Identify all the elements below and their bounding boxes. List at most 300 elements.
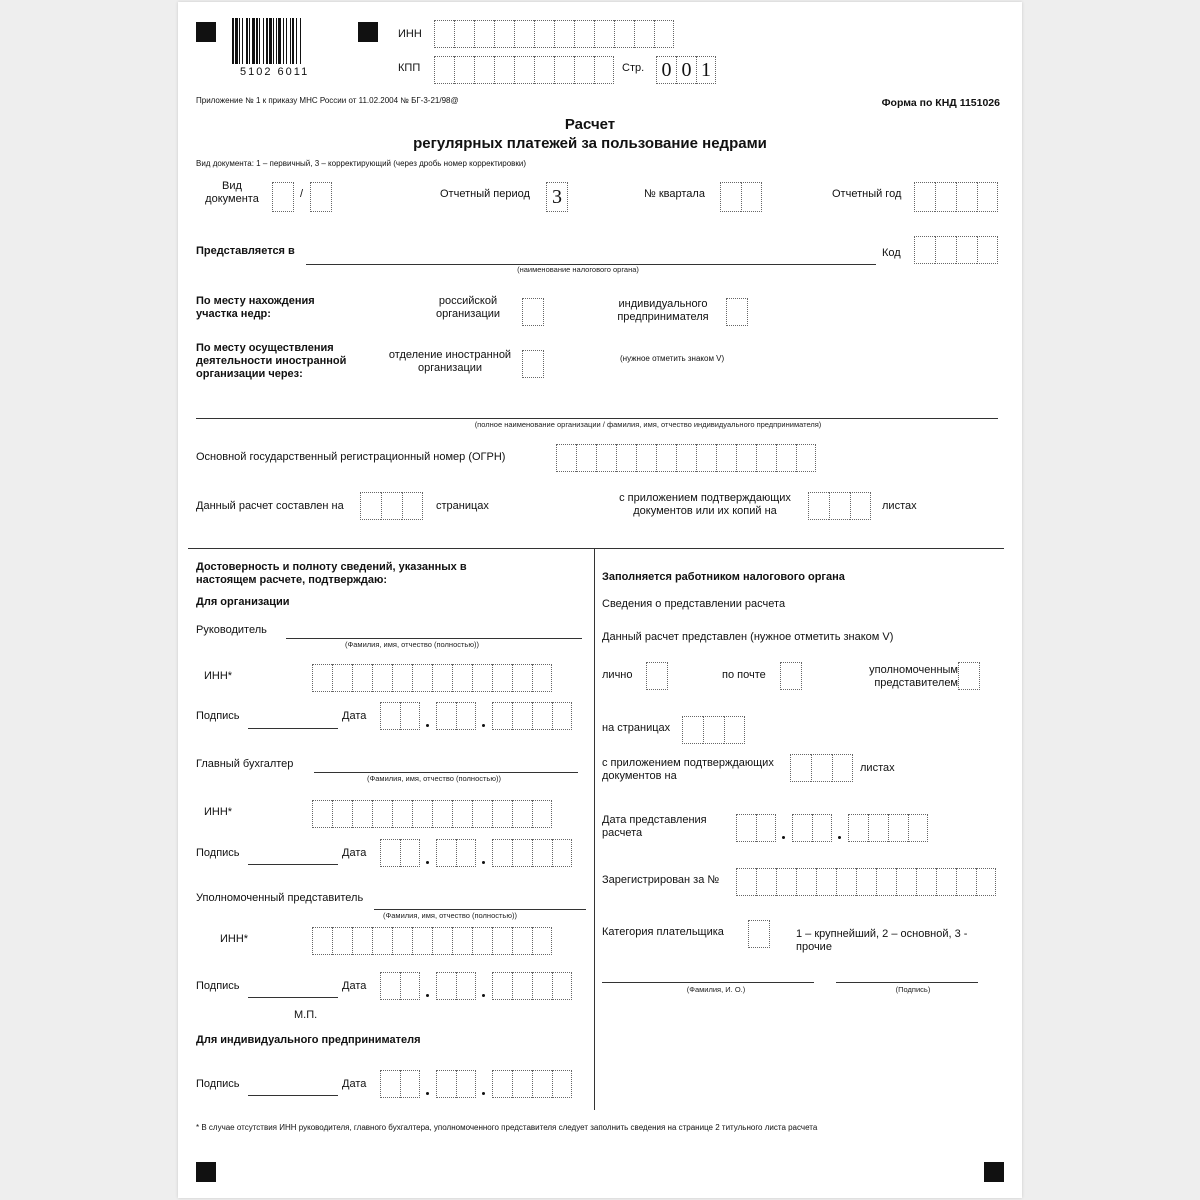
barcode-bar (286, 18, 287, 64)
input-cell[interactable] (514, 20, 534, 48)
payer-category-label: Категория плательщика (602, 926, 724, 938)
correction-number-cell[interactable] (310, 182, 332, 212)
for-entrepreneur-heading: Для индивидуального предпринимателя (196, 1034, 421, 1046)
in-person-label: лично (602, 669, 633, 681)
footnote: * В случае отсутствия ИНН руководителя, главного бухгалтера, уполномоченного представителя следует заполнить сведения на странице 2 титульного листа расчета (196, 1123, 818, 1132)
input-cell[interactable] (392, 927, 412, 955)
submitted-to-label: Представляется в (196, 245, 295, 257)
attachments-label: с приложением подтверждающих документов или их копий на (619, 492, 791, 517)
input-cell[interactable] (456, 972, 476, 1000)
date-separator (838, 836, 841, 839)
input-cell[interactable] (474, 20, 494, 48)
date-separator (782, 836, 785, 839)
head-inn-label: ИНН* (204, 670, 233, 682)
input-cell[interactable] (634, 20, 654, 48)
barcode-image (230, 18, 344, 66)
barcode-bar (273, 18, 274, 64)
input-cell[interactable] (796, 868, 816, 896)
date-separator (426, 724, 429, 727)
input-cell[interactable] (332, 927, 352, 955)
input-cell[interactable] (848, 814, 868, 842)
input-cell[interactable] (908, 814, 928, 842)
barcode-bar (256, 18, 258, 64)
received-attachments-cells[interactable] (790, 754, 853, 782)
input-cell[interactable] (452, 800, 472, 828)
input-cell[interactable] (400, 702, 420, 730)
input-cell[interactable] (916, 868, 936, 896)
input-cell[interactable] (402, 492, 423, 520)
russian-org-label: российской организации (435, 295, 501, 320)
input-cell[interactable] (935, 236, 956, 264)
representative-signature-line[interactable] (248, 997, 338, 998)
year-cells[interactable] (848, 814, 928, 842)
input-cell[interactable] (436, 702, 456, 730)
input-cell[interactable] (856, 868, 876, 896)
russian-org-checkbox[interactable] (522, 298, 544, 326)
barcode-bar (266, 18, 268, 64)
input-cell[interactable] (456, 702, 476, 730)
input-cell[interactable] (474, 56, 494, 84)
input-cell[interactable] (400, 839, 420, 867)
input-cell[interactable] (436, 972, 456, 1000)
input-cell[interactable] (808, 492, 829, 520)
input-cell[interactable] (381, 492, 402, 520)
day-cells[interactable] (736, 814, 776, 842)
input-cell[interactable]: 3 (546, 182, 568, 212)
input-cell[interactable] (456, 839, 476, 867)
barcode-bar (296, 18, 297, 64)
sheets-suffix: листах (882, 500, 917, 512)
pages-suffix: страницах (436, 500, 489, 512)
input-cell[interactable] (636, 444, 656, 472)
barcode-bar (263, 18, 264, 64)
representative-inn-cells[interactable] (312, 927, 552, 955)
input-cell[interactable] (736, 814, 756, 842)
input-cell[interactable] (432, 927, 452, 955)
input-cell[interactable] (412, 664, 432, 692)
input-cell[interactable] (832, 754, 853, 782)
year-cells[interactable] (492, 972, 572, 1000)
input-cell[interactable] (976, 868, 996, 896)
received-attachments-label: с приложением подтверждающих документов на (602, 757, 774, 782)
input-cell[interactable] (532, 839, 552, 867)
month-cells[interactable] (436, 1070, 476, 1098)
input-cell[interactable]: 1 (696, 56, 716, 84)
entrepreneur-checkbox[interactable] (726, 298, 748, 326)
input-cell[interactable] (646, 662, 668, 690)
input-cell[interactable] (372, 927, 392, 955)
input-cell[interactable] (703, 716, 724, 744)
input-cell[interactable] (512, 972, 532, 1000)
doc-type-cell[interactable] (272, 182, 294, 212)
input-cell[interactable] (792, 814, 812, 842)
input-cell[interactable] (534, 20, 554, 48)
input-cell[interactable] (850, 492, 871, 520)
representative-signature-label: Подпись (196, 980, 240, 992)
input-cell[interactable] (936, 868, 956, 896)
payer-category-note: 1 – крупнейший, 2 – основной, 3 - прочие (796, 928, 968, 953)
input-cell[interactable] (434, 56, 454, 84)
input-cell[interactable] (452, 664, 472, 692)
registration-marker (196, 22, 216, 42)
input-cell[interactable] (656, 444, 676, 472)
input-cell[interactable] (352, 800, 372, 828)
code-label: Код (882, 247, 901, 259)
input-cell[interactable] (522, 350, 544, 378)
officer-name-line[interactable] (602, 982, 814, 983)
quarter-cells[interactable] (720, 182, 762, 212)
input-cell[interactable] (454, 20, 474, 48)
input-cell[interactable] (741, 182, 762, 212)
input-cell[interactable] (796, 444, 816, 472)
input-cell[interactable] (312, 800, 332, 828)
tax-authority-code-cells[interactable] (914, 236, 998, 264)
by-mail-checkbox[interactable] (780, 662, 802, 690)
input-cell[interactable] (977, 236, 998, 264)
mark-note: (нужное отметить знаком V) (620, 354, 725, 363)
input-cell[interactable] (492, 1070, 512, 1098)
input-cell[interactable] (935, 182, 956, 212)
input-cell[interactable] (380, 972, 400, 1000)
date-separator (426, 1092, 429, 1095)
date-separator (482, 994, 485, 997)
input-cell[interactable] (956, 868, 976, 896)
input-cell[interactable] (472, 664, 492, 692)
input-cell[interactable] (472, 800, 492, 828)
page-number-cells[interactable] (656, 56, 716, 84)
registration-marker (196, 1162, 216, 1182)
input-cell[interactable] (512, 839, 532, 867)
input-cell[interactable] (312, 664, 332, 692)
by-representative-checkbox[interactable] (958, 662, 980, 690)
input-cell[interactable] (676, 444, 696, 472)
input-cell[interactable] (956, 236, 977, 264)
chief-accountant-signature-line[interactable] (248, 864, 338, 865)
month-cells[interactable] (436, 972, 476, 1000)
input-cell[interactable] (492, 972, 512, 1000)
submit-date-label: Дата представления расчета (602, 814, 707, 839)
input-cell[interactable] (736, 868, 756, 896)
input-cell[interactable] (452, 927, 472, 955)
input-cell[interactable] (596, 444, 616, 472)
org-name-caption: (полное наименование организации / фамилия, имя, отчество индивидуального предпринимателя) (474, 420, 822, 429)
attachments-cells[interactable] (808, 492, 871, 520)
input-cell[interactable] (552, 839, 572, 867)
input-cell[interactable] (512, 1070, 532, 1098)
input-cell[interactable] (576, 444, 596, 472)
barcode-bar (249, 18, 250, 64)
year-cells[interactable] (492, 702, 572, 730)
by-mail-label: по почте (722, 669, 766, 681)
input-cell[interactable] (654, 20, 674, 48)
input-cell[interactable] (756, 444, 776, 472)
input-cell[interactable] (888, 814, 908, 842)
year-cells[interactable] (914, 182, 998, 212)
branch-checkbox[interactable] (522, 350, 544, 378)
input-cell[interactable] (896, 868, 916, 896)
for-org-heading: Для организации (196, 596, 290, 608)
input-cell[interactable] (310, 182, 332, 212)
chief-accountant-fio-caption: (Фамилия, имя, отчество (полностью)) (367, 774, 501, 783)
input-cell[interactable] (868, 814, 888, 842)
doc-type-note: Вид документа: 1 – первичный, 3 – корректирующий (через дробь номер корректировки) (196, 159, 527, 168)
input-cell[interactable] (829, 492, 850, 520)
entrepreneur-signature-label: Подпись (196, 1078, 240, 1090)
input-cell[interactable] (532, 800, 552, 828)
kpp-cells[interactable] (434, 56, 614, 84)
registration-marker (358, 22, 378, 42)
form-code: Форма по КНД 1151026 (881, 97, 1000, 109)
by-representative-label: уполномоченным представителем (869, 664, 958, 689)
input-cell[interactable] (412, 927, 432, 955)
input-cell[interactable] (736, 444, 756, 472)
foreign-org-label: По месту осуществления деятельности иностранной организации через: (196, 342, 347, 380)
pages-cells[interactable] (360, 492, 423, 520)
day-cells[interactable] (380, 972, 420, 1000)
input-cell[interactable] (454, 56, 474, 84)
input-cell[interactable] (400, 972, 420, 1000)
input-cell[interactable] (534, 56, 554, 84)
input-cell[interactable] (472, 927, 492, 955)
head-name-line[interactable] (286, 638, 582, 639)
representative-label: Уполномоченный представитель (196, 892, 364, 904)
section-divider (188, 548, 1004, 549)
input-cell[interactable] (522, 298, 544, 326)
input-cell[interactable] (552, 1070, 572, 1098)
input-cell[interactable] (812, 814, 832, 842)
pages-label: Данный расчет составлен на (196, 500, 344, 512)
input-cell[interactable] (748, 920, 770, 948)
input-cell[interactable] (552, 702, 572, 730)
input-cell[interactable] (914, 182, 935, 212)
input-cell[interactable] (512, 702, 532, 730)
input-cell[interactable] (811, 754, 832, 782)
day-cells[interactable] (380, 1070, 420, 1098)
period-cell[interactable] (546, 182, 568, 212)
input-cell[interactable] (372, 800, 392, 828)
input-cell[interactable] (380, 1070, 400, 1098)
input-cell[interactable] (532, 1070, 552, 1098)
in-person-checkbox[interactable] (646, 662, 668, 690)
input-cell[interactable] (532, 927, 552, 955)
input-cell[interactable] (614, 20, 634, 48)
input-cell[interactable] (574, 20, 594, 48)
input-cell[interactable] (594, 20, 614, 48)
input-cell[interactable] (616, 444, 636, 472)
input-cell[interactable] (380, 839, 400, 867)
input-cell[interactable] (360, 492, 381, 520)
day-cells[interactable] (380, 839, 420, 867)
officer-fio-caption: (Фамилия, И. О.) (686, 985, 746, 994)
head-date-label: Дата (342, 710, 367, 722)
representative-fio-caption: (Фамилия, имя, отчество (полностью)) (383, 911, 517, 920)
barcode-bar (300, 18, 301, 64)
doc-type-label: Вид документа (205, 180, 259, 205)
input-cell[interactable] (594, 56, 614, 84)
input-cell[interactable] (352, 927, 372, 955)
year-cells[interactable] (492, 1070, 572, 1098)
barcode-bar (283, 18, 284, 64)
input-cell[interactable] (958, 662, 980, 690)
date-separator (482, 1092, 485, 1095)
input-cell[interactable] (512, 664, 532, 692)
input-cell[interactable]: 0 (656, 56, 676, 84)
month-cells[interactable] (436, 839, 476, 867)
registration-number-cells[interactable] (736, 868, 996, 896)
submission-info-label: Сведения о представлении расчета (602, 598, 786, 610)
year-label: Отчетный год (832, 188, 902, 200)
input-cell[interactable] (432, 664, 452, 692)
barcode-bar (246, 18, 248, 64)
barcode-bar (242, 18, 243, 64)
input-cell[interactable] (724, 716, 745, 744)
barcode-bar (235, 18, 238, 64)
received-sheets-label: листах (860, 762, 895, 774)
tax-officer-heading: Заполняется работником налогового органа (602, 571, 845, 583)
month-cells[interactable] (436, 702, 476, 730)
input-cell[interactable] (456, 1070, 476, 1098)
input-cell[interactable] (532, 702, 552, 730)
form-title: Расчет (564, 116, 616, 133)
input-cell[interactable] (682, 716, 703, 744)
input-cell[interactable] (532, 664, 552, 692)
chief-accountant-inn-cells[interactable] (312, 800, 552, 828)
form-page (178, 2, 1022, 1198)
input-cell[interactable] (790, 754, 811, 782)
input-cell[interactable] (492, 927, 512, 955)
representative-inn-label: ИНН* (220, 933, 249, 945)
input-cell[interactable] (436, 1070, 456, 1098)
barcode-bar (259, 18, 260, 64)
date-separator (426, 861, 429, 864)
input-cell[interactable] (556, 444, 576, 472)
input-cell[interactable] (312, 927, 332, 955)
input-cell[interactable] (532, 972, 552, 1000)
input-cell[interactable] (494, 20, 514, 48)
doc-type-slash: / (300, 188, 304, 200)
input-cell[interactable] (392, 664, 412, 692)
month-cells[interactable] (792, 814, 832, 842)
registration-marker (984, 1162, 1004, 1182)
input-cell[interactable] (512, 927, 532, 955)
input-cell[interactable] (436, 839, 456, 867)
page-label: Стр. (622, 62, 645, 74)
site-location-label: По месту нахождения участка недр: (196, 295, 315, 320)
input-cell[interactable] (756, 868, 776, 896)
barcode-bar (292, 18, 294, 64)
input-cell[interactable] (494, 56, 514, 84)
input-cell[interactable] (352, 664, 372, 692)
input-cell[interactable] (492, 664, 512, 692)
input-cell[interactable] (816, 868, 836, 896)
chief-accountant-date-label: Дата (342, 847, 367, 859)
input-cell[interactable] (914, 236, 935, 264)
barcode-bar (290, 18, 291, 64)
head-signature-line[interactable] (248, 728, 338, 729)
date-separator (482, 724, 485, 727)
barcode-bar (239, 18, 240, 64)
input-cell[interactable] (492, 800, 512, 828)
input-cell[interactable] (332, 664, 352, 692)
input-cell[interactable] (780, 662, 802, 690)
period-label: Отчетный период (440, 188, 530, 200)
ogrn-cells[interactable] (556, 444, 816, 472)
date-separator (426, 994, 429, 997)
input-cell[interactable] (552, 972, 572, 1000)
year-cells[interactable] (492, 839, 572, 867)
input-cell[interactable] (756, 814, 776, 842)
barcode-bar (232, 18, 234, 64)
input-cell[interactable] (554, 20, 574, 48)
input-cell[interactable] (434, 20, 454, 48)
input-cell[interactable] (836, 868, 856, 896)
quarter-label: № квартала (644, 188, 705, 200)
input-cell[interactable] (512, 800, 532, 828)
org-name-line[interactable] (196, 418, 998, 419)
input-cell[interactable] (574, 56, 594, 84)
input-cell[interactable] (956, 182, 977, 212)
input-cell[interactable] (332, 800, 352, 828)
input-cell[interactable] (554, 56, 574, 84)
input-cell[interactable] (412, 800, 432, 828)
chief-accountant-inn-label: ИНН* (204, 806, 233, 818)
officer-signature-line[interactable] (836, 982, 978, 983)
entrepreneur-label: индивидуального предпринимателя (617, 298, 709, 323)
input-cell[interactable] (776, 868, 796, 896)
entrepreneur-signature-line[interactable] (248, 1095, 338, 1096)
chief-accountant-name-line[interactable] (314, 772, 578, 773)
ogrn-label: Основной государственный регистрационный номер (ОГРН) (196, 451, 506, 463)
input-cell[interactable] (492, 702, 512, 730)
input-cell[interactable] (726, 298, 748, 326)
form-subtitle: регулярных платежей за пользование недрами (413, 135, 767, 152)
stamp-label: М.П. (294, 1009, 318, 1021)
input-cell[interactable] (720, 182, 741, 212)
input-cell[interactable]: 0 (676, 56, 696, 84)
chief-accountant-label: Главный бухгалтер (196, 758, 294, 770)
input-cell[interactable] (392, 800, 412, 828)
input-cell[interactable] (272, 182, 294, 212)
representative-name-line[interactable] (374, 909, 586, 910)
input-cell[interactable] (492, 839, 512, 867)
input-cell[interactable] (716, 444, 736, 472)
barcode-number: 5102 6011 (240, 66, 310, 78)
barcode-bar (252, 18, 255, 64)
head-signature-label: Подпись (196, 710, 240, 722)
day-cells[interactable] (380, 702, 420, 730)
branch-label: отделение иностранной организации (388, 349, 512, 374)
input-cell[interactable] (876, 868, 896, 896)
submitted-how-label: Данный расчет представлен (нужное отметить знаком V) (602, 631, 894, 643)
input-cell[interactable] (432, 800, 452, 828)
input-cell[interactable] (400, 1070, 420, 1098)
input-cell[interactable] (380, 702, 400, 730)
payer-category-cell[interactable] (748, 920, 770, 948)
input-cell[interactable] (372, 664, 392, 692)
kpp-label: КПП (398, 62, 421, 74)
on-pages-label: на страницах (602, 722, 671, 734)
representative-date-label: Дата (342, 980, 367, 992)
input-cell[interactable] (977, 182, 998, 212)
input-cell[interactable] (514, 56, 534, 84)
confirm-heading: Достоверность и полноту сведений, указанных в настоящем расчете, подтверждаю: (196, 561, 467, 586)
inn-cells[interactable] (434, 20, 674, 48)
input-cell[interactable] (776, 444, 796, 472)
inn-label: ИНН (398, 28, 422, 40)
head-inn-cells[interactable] (312, 664, 552, 692)
received-pages-cells[interactable] (682, 716, 745, 744)
input-cell[interactable] (696, 444, 716, 472)
